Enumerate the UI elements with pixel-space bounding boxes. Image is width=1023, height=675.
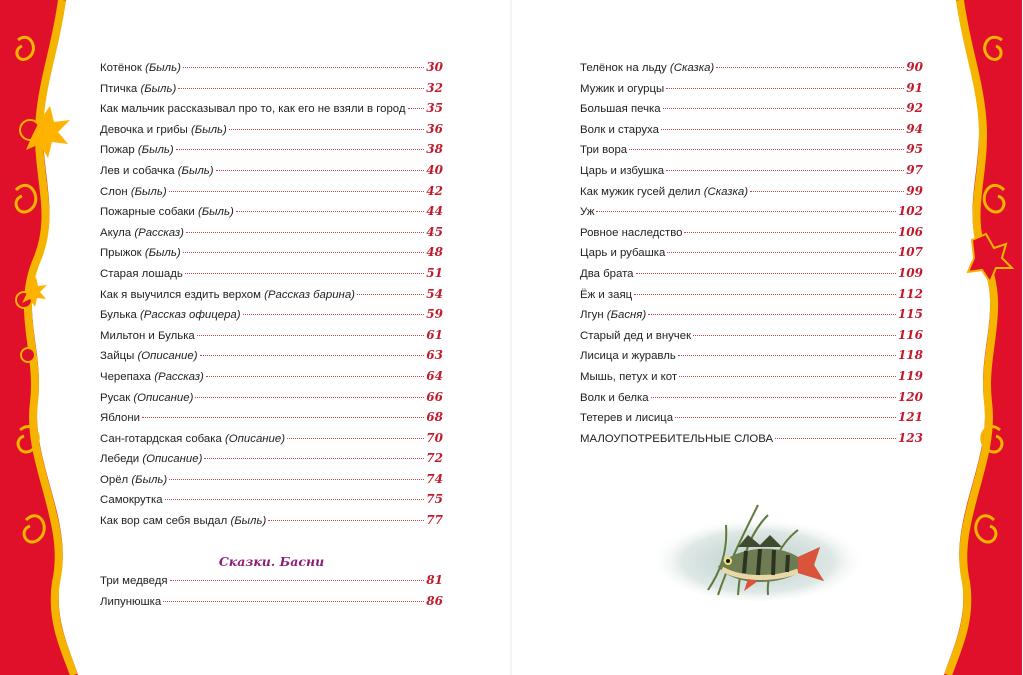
page-number: 74 [426,471,443,486]
dot-leader [169,478,424,480]
toc-title: Царь и избушка [580,164,665,177]
dot-leader [666,169,904,171]
dot-leader [684,231,895,233]
page-number: 72 [426,451,443,466]
page-number: 119 [897,368,923,383]
page-number: 32 [426,80,443,95]
dot-leader [236,210,425,212]
page-number: 75 [426,492,443,507]
page-number: 44 [426,204,443,219]
toc-title: Пожарные собаки (Быль) [100,206,234,219]
toc-title: Царь и рубашка [580,247,666,260]
toc-title: Ёж и заяц [580,288,633,301]
toc-entry[interactable] [580,122,923,143]
toc-entry[interactable] [100,225,443,246]
page-number: 102 [897,204,923,219]
dot-leader [229,128,425,130]
page-number: 106 [897,224,923,239]
book-spine [510,0,512,675]
toc-entry[interactable] [100,307,443,328]
dot-leader [636,272,896,274]
page-number: 54 [426,286,443,301]
toc-title: Пожар (Быль) [100,144,174,157]
page-number: 86 [426,593,443,608]
toc-title: Самокрутка [100,494,163,507]
toc-entry[interactable] [580,287,923,308]
toc-title: Зайцы (Описание) [100,350,198,363]
page-number: 35 [426,101,443,116]
toc-title: Сан-готардская собака (Описание) [100,432,286,445]
page-number: 94 [906,121,923,136]
page-number: 45 [426,224,443,239]
toc-entry[interactable] [100,287,443,308]
page-number: 48 [426,245,443,260]
dot-leader [178,87,424,89]
toc-title: Старый дед и внучек [580,329,692,342]
toc-title: Птичка (Быль) [100,82,177,95]
toc-title: Черепаха (Рассказ) [100,370,204,383]
toc-entry[interactable] [100,163,443,184]
page-number: 38 [426,142,443,157]
dot-leader [204,457,424,459]
dot-leader [186,231,424,233]
dot-leader [183,251,425,253]
toc-title: Старая лошадь [100,267,183,280]
page-number: 97 [906,162,923,177]
toc-entry[interactable] [100,184,443,205]
dot-leader [268,519,424,521]
dot-leader [750,190,904,192]
dot-leader [170,579,425,581]
page-number: 70 [426,430,443,445]
dot-leader [678,354,896,356]
dot-leader [200,354,425,356]
toc-entry[interactable] [100,328,443,349]
dot-leader [663,107,905,109]
toc-entry[interactable] [100,348,443,369]
toc-title: Прыжок (Быль) [100,247,181,260]
dot-leader [629,148,904,150]
toc-entry[interactable] [580,245,923,266]
toc-title: Большая печка [580,103,661,116]
toc-entry[interactable] [580,81,923,102]
dot-leader [176,148,425,150]
toc-title: Липунюшка [100,595,162,608]
toc-entry[interactable] [100,573,443,594]
toc-entry[interactable] [580,410,923,431]
toc-title: Акула (Рассказ) [100,226,184,239]
toc-title: Лебеди (Описание) [100,453,203,466]
page-number: 91 [906,80,923,95]
toc-right-column [580,60,923,451]
toc-title: Три вора [580,144,628,157]
page-number: 51 [426,265,443,280]
page-number: 61 [426,327,443,342]
toc-left-column [100,60,443,534]
toc-entry[interactable] [100,101,443,122]
toc-entry[interactable] [580,348,923,369]
dot-leader [596,210,895,212]
page-number: 42 [426,183,443,198]
toc-title: Как я выучился ездить верхом (Рассказ барина) [100,288,355,301]
dot-leader [206,375,424,377]
dot-leader [165,498,425,500]
toc-title: Лев и собачка (Быль) [100,164,214,177]
page-number: 64 [426,368,443,383]
toc-title: Лисица и журавль [580,350,676,363]
page-number: 99 [906,183,923,198]
toc-entry[interactable] [100,431,443,452]
toc-title: Девочка и грибы (Быль) [100,123,227,136]
dot-leader [775,437,896,439]
page-number: 107 [897,245,923,260]
toc-title: Слон (Быль) [100,185,167,198]
dot-leader [243,313,425,315]
dot-leader [661,128,904,130]
toc-title: Тетерев и лисица [580,412,674,425]
toc-title: Телёнок на льду (Сказка) [580,62,715,74]
toc-entry[interactable] [580,142,923,163]
page-number: 90 [906,60,923,74]
toc-title: Волк и старуха [580,123,659,136]
toc-entry[interactable] [580,266,923,287]
dot-leader [216,169,425,171]
page-number: 116 [897,327,923,342]
page-number: 59 [426,307,443,322]
dot-leader [648,313,896,315]
toc-title: Лгун (Басня) [580,309,647,322]
toc-entry[interactable] [580,101,923,122]
dot-leader [693,334,896,336]
toc-entry[interactable] [580,60,923,81]
toc-title: Как вор сам себя выдал (Быль) [100,515,267,528]
page-number: 30 [426,60,443,74]
toc-entry[interactable] [580,431,923,452]
page-number: 123 [897,430,923,445]
page-number: 95 [906,142,923,157]
toc-entry[interactable] [580,328,923,349]
toc-entry[interactable] [580,184,923,205]
page-number: 66 [426,389,443,404]
toc-entry[interactable] [100,204,443,225]
right-floral-border [932,0,1022,675]
toc-title: Булька (Рассказ офицера) [100,309,241,322]
page-number: 120 [897,389,923,404]
toc-title: Мышь, петух и кот [580,370,678,383]
dot-leader [651,396,896,398]
toc-title: Уж [580,206,595,219]
dot-leader [195,396,424,398]
toc-entry[interactable] [100,142,443,163]
dot-leader [185,272,424,274]
toc-title: МАЛОУПОТРЕБИТЕЛЬНЫЕ СЛОВА [580,432,774,445]
dot-leader [634,293,896,295]
toc-entry[interactable] [100,245,443,266]
page-number: 121 [897,410,923,425]
toc-left-fairy-tales [100,573,443,614]
toc-title: Яблони [100,412,141,425]
dot-leader [142,416,424,418]
page-number: 63 [426,348,443,363]
toc-title: Орёл (Быль) [100,473,168,486]
toc-entry[interactable] [100,451,443,472]
dot-leader [408,107,425,109]
fish-illustration [648,495,868,605]
toc-entry[interactable] [100,472,443,493]
toc-title: Как мужик гусей делил (Сказка) [580,185,749,198]
dot-leader [197,334,425,336]
page-number: 112 [897,286,923,301]
dot-leader [666,87,904,89]
toc-entry[interactable] [580,163,923,184]
page-number: 109 [897,265,923,280]
section-heading: Сказки. Басни [218,554,325,569]
page-number: 77 [426,513,443,528]
toc-entry[interactable] [580,390,923,411]
toc-entry[interactable] [100,122,443,143]
toc-title: Русак (Описание) [100,391,194,404]
page-number: 81 [426,573,443,587]
toc-entry[interactable] [100,410,443,431]
page-number: 92 [906,101,923,116]
dot-leader [357,293,424,295]
toc-entry[interactable] [580,225,923,246]
toc-title: Котёнок (Быль) [100,62,181,74]
page-number: 115 [897,307,923,322]
dot-leader [169,190,425,192]
toc-entry[interactable] [580,369,923,390]
toc-title: Как мальчик рассказывал про то, как его не взяли в город [100,103,406,116]
dot-leader [675,416,896,418]
toc-entry[interactable] [100,492,443,513]
page-number: 36 [426,121,443,136]
toc-title: Мильтон и Булька [100,329,195,342]
toc-entry[interactable] [580,204,923,225]
toc-title: Волк и белка [580,391,649,404]
dot-leader [667,251,896,253]
dot-leader [679,375,896,377]
page-number: 40 [426,162,443,177]
toc-entry[interactable] [100,594,443,615]
toc-entry[interactable] [100,513,443,534]
toc-entry[interactable] [100,369,443,390]
dot-leader [183,66,424,68]
toc-title: Мужик и огурцы [580,82,665,95]
toc-title: Два брата [580,267,634,280]
toc-title: Три медведя [100,575,168,587]
toc-title: Ровное наследство [580,226,683,239]
dot-leader [163,600,424,602]
toc-entry[interactable] [100,266,443,287]
page-number: 68 [426,410,443,425]
toc-entry[interactable] [100,60,443,81]
left-floral-border [0,0,90,675]
toc-entry[interactable] [580,307,923,328]
toc-entry[interactable] [100,390,443,411]
dot-leader [287,437,424,439]
dot-leader [716,66,904,68]
toc-entry[interactable] [100,81,443,102]
page-number: 118 [897,348,923,363]
